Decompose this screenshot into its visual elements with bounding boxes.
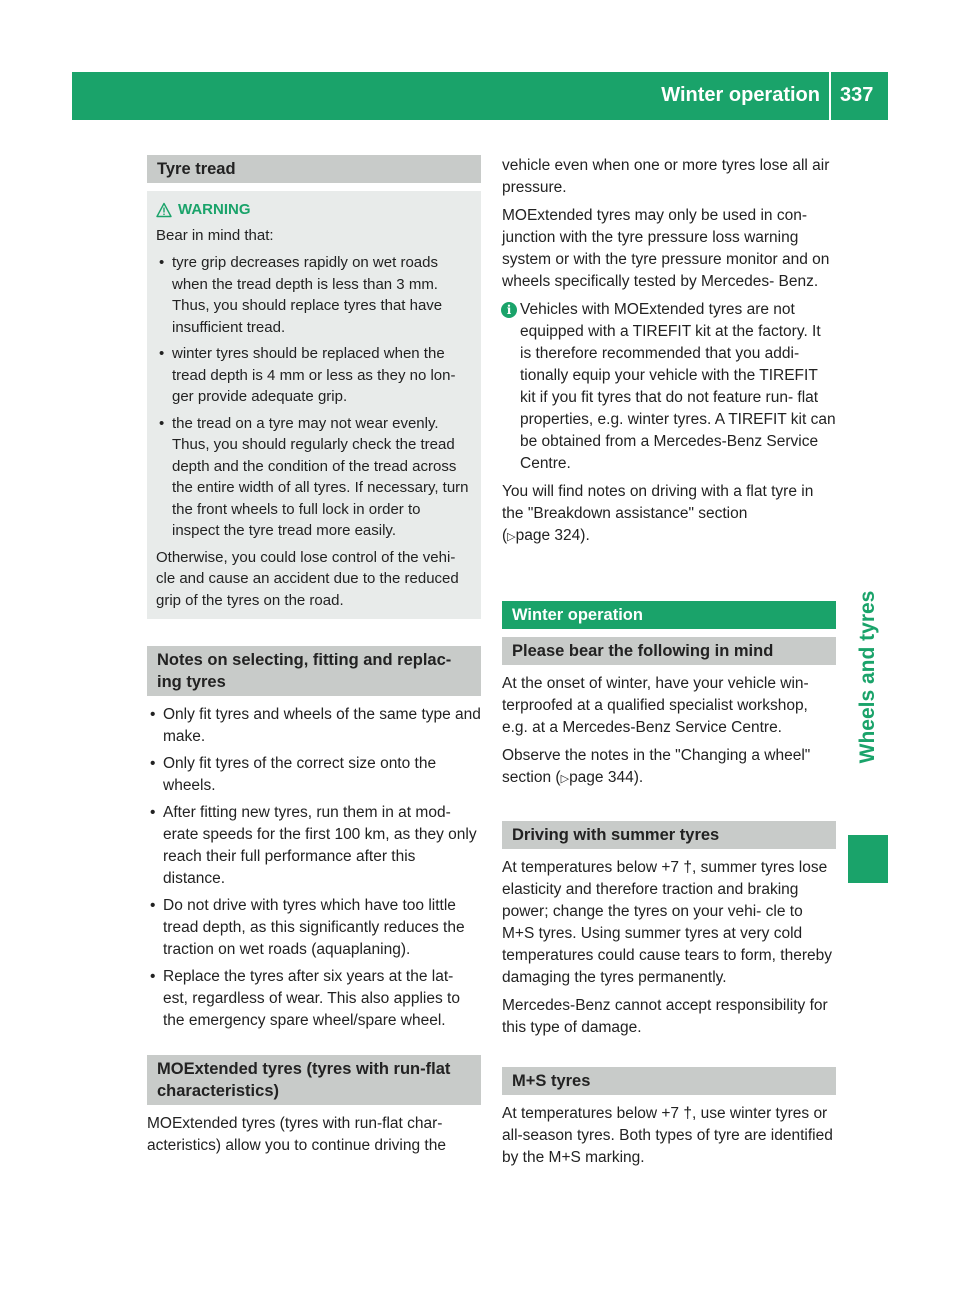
side-tab-label: Wheels and tyres: [856, 590, 879, 764]
summer-paragraph-1: At temperatures below +7 †, summer tyres lose elasticity and therefore traction and braking power; change the tyres on your vehi- cle to M+S tyres. Using summer tyres at very cold temperatures could cause tears to form, thereby damaging the tyres permanently.: [502, 859, 832, 986]
warning-intro: Bear in mind that:: [156, 226, 274, 244]
moe-paragraph: MOExtended tyres may only be used in con- junction with the tyre pressure loss warning system or with the tyre pressure monitor and on wheels specifically tested by Mercedes- Benz.: [502, 207, 830, 290]
bear-heading: Please bear the following in mind: [502, 637, 836, 665]
header-divider: [829, 72, 831, 120]
list-item: • winter tyres should be replaced when the tread depth is 4 mm or less as they no lon- ger provide adequate grip.: [156, 343, 472, 408]
warning-box: [147, 191, 481, 619]
moextended-text: MOExtended tyres (tyres with run-flat char- acteristics) allow you to continue driving the: [147, 1115, 446, 1154]
notes-bullets: [147, 704, 481, 1032]
header-title: Winter operation: [661, 84, 820, 106]
warning-icon: [156, 202, 172, 218]
summer-paragraph-2: Mercedes-Benz cannot accept responsibility for this type of damage.: [502, 997, 828, 1036]
right-top-text: [502, 155, 836, 554]
side-tab-marker: [848, 835, 888, 883]
info-icon: i: [501, 302, 517, 318]
list-item: • Only fit tyres and wheels of the same type and make.: [147, 704, 481, 748]
bear-paragraph-2: [502, 745, 836, 790]
list-item: • Replace the tyres after six years at the lat- est, regardless of wear. This also applies to the emergency spare wheel/spare wheel.: [147, 966, 481, 1032]
page-ref[interactable]: page 324).: [515, 527, 590, 544]
info-note: [502, 299, 836, 475]
continued-text: vehicle even when one or more tyres lose all air pressure.: [502, 157, 830, 196]
ms-paragraph: At temperatures below +7 †, use winter tyres or all-season tyres. Both types of tyre are identified by the M+S marking.: [502, 1105, 833, 1166]
winter-section: [502, 601, 836, 796]
tyre-tread-section: [147, 155, 481, 619]
ms-heading: M+S tyres: [502, 1067, 836, 1095]
list-item: • Do not drive with tyres which have too little tread depth, as this significantly reduces the traction on wet roads (aquaplaning).: [147, 895, 481, 961]
flat-tyre-text: You will find notes on driving with a flat tyre in the "Breakdown assistance" section: [502, 483, 814, 522]
warning-header: [156, 199, 472, 221]
moextended-heading: MOExtended tyres (tyres with run-flat characteristics): [147, 1055, 481, 1105]
list-item: • the tread on a tyre may not wear evenly. Thus, you should regularly check the tread depth and the condition of the tread across the entire width of all tyres. If necessary, turn the front wheels to full lock in order to inspect the tyre tread more easily.: [156, 413, 472, 542]
page-ref-arrow-icon: ▷: [507, 531, 516, 543]
warning-outro: Otherwise, you could lose control of the vehi- cle and cause an accident due to the reduced grip of the tyres on the road.: [156, 548, 459, 609]
warning-label: WARNING: [178, 201, 251, 218]
page-number: 337: [840, 84, 874, 106]
list-item: • Only fit tyres of the correct size onto the wheels.: [147, 753, 481, 797]
notes-heading: Notes on selecting, fitting and replac- ing tyres: [147, 646, 481, 696]
side-tab: [848, 552, 888, 802]
notes-section: [147, 646, 481, 1037]
summer-heading: Driving with summer tyres: [502, 821, 836, 849]
warning-bullets: [156, 252, 472, 542]
bear-paragraph-2-text: Observe the notes in the "Changing a wheel" section (: [502, 747, 811, 786]
page-ref[interactable]: page 344).: [569, 769, 644, 786]
summer-section: [502, 821, 836, 1045]
info-text: Vehicles with MOExtended tyres are not equipped with a TIREFIT kit at the factory. It is therefore recommended that you addi- tionally equip your vehicle with the TIREFIT kit if you fit tyres that do not feature run- flat properties, e.g. winter tyres. A TIREFIT kit can be obtained from a Mercedes-Benz Service Centre.: [520, 301, 836, 472]
list-item: • tyre grip decreases rapidly on wet roads when the tread depth is less than 3 mm. Thus, you should replace tyres that have insufficient tread.: [156, 252, 472, 338]
tyre-tread-heading: Tyre tread: [147, 155, 481, 183]
flat-tyre-note: You will find notes on driving with a flat tyre in the "Breakdown assistance" section (▷page 324).: [502, 483, 814, 544]
moextended-section: [147, 1055, 481, 1163]
list-item: • After fitting new tyres, run them in at mod- erate speeds for the first 100 km, as they only reach their full performance after this distance.: [147, 802, 481, 890]
ms-section: [502, 1067, 836, 1175]
page-ref-arrow-icon: ▷: [560, 773, 570, 785]
bear-paragraph-1: At the onset of winter, have your vehicle win- terproofed at a qualified specialist workshop, e.g. at a Mercedes-Benz Service Centre.: [502, 675, 809, 736]
winter-heading: Winter operation: [502, 601, 836, 629]
